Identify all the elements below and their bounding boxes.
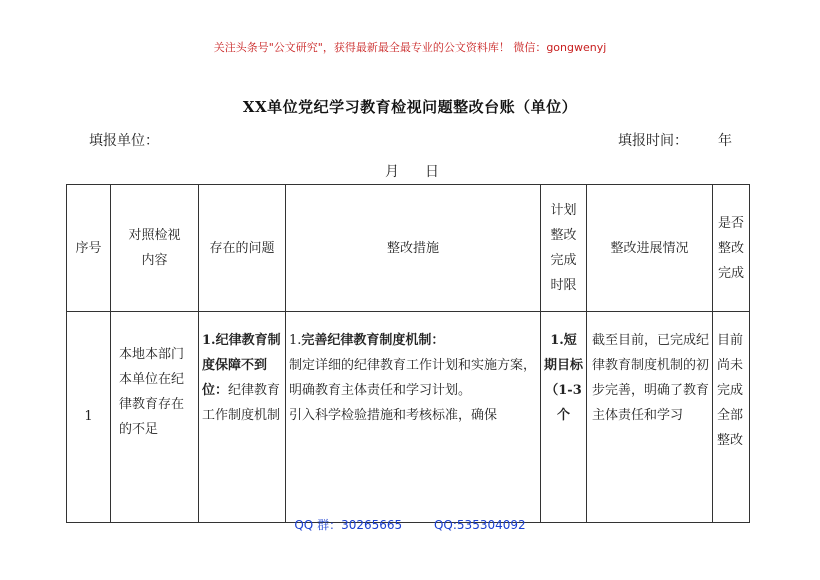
row-problem bbox=[202, 312, 282, 508]
row-completed-cell bbox=[713, 312, 750, 523]
row-seq: 1 bbox=[67, 312, 111, 523]
fill-time-label: 填报时间： bbox=[618, 133, 688, 149]
qq-number: QQ:535304092 bbox=[433, 518, 526, 532]
row-measures-cell bbox=[286, 312, 541, 523]
measure-text-1: 制定详细的纪律教育工作计划和实施方案，明确教育主体责任和学习计划。 bbox=[289, 358, 537, 398]
header-measures: 整改措施 bbox=[286, 185, 541, 312]
row-deadline-cell bbox=[541, 312, 587, 523]
rectification-ledger-table bbox=[66, 184, 750, 523]
document-title: XX单位党纪学习教育检视问题整改台账（单位） bbox=[242, 98, 578, 116]
problem-text: 纪律教育工作制度机制 bbox=[202, 383, 281, 423]
table-row bbox=[67, 312, 750, 523]
header-problem: 存在的问题 bbox=[199, 185, 286, 312]
qq-group: QQ 群：30265665 bbox=[294, 518, 403, 532]
row-check-content: 本地本部门本单位在纪律教育存在的不足 bbox=[119, 347, 185, 437]
table-header-row bbox=[67, 185, 750, 312]
measure-text-2: 引入科学检验措施和考核标准，确保 bbox=[289, 408, 498, 423]
month-label: 月 bbox=[385, 164, 399, 180]
row-check-content-cell bbox=[111, 312, 199, 523]
deadline-bold: 1.短期目标 bbox=[544, 333, 583, 373]
row-progress-cell bbox=[587, 312, 713, 523]
row-progress: 截至目前，已完成纪律教育制度机制的初步完善，明确了教育主体责任和学习 bbox=[592, 333, 709, 423]
day-label: 日 bbox=[425, 164, 439, 180]
measure-bold: 完善纪律教育制度机制： bbox=[301, 333, 445, 348]
measure-num: 1. bbox=[289, 333, 302, 348]
row-deadline bbox=[544, 312, 583, 508]
footer-qq bbox=[0, 516, 820, 533]
row-completed: 目前尚未完成全部整改 bbox=[717, 333, 744, 448]
row-problem-cell bbox=[199, 312, 286, 523]
header-seq: 序号 bbox=[67, 185, 111, 312]
header-check-content: 对照检视内容 bbox=[111, 185, 199, 312]
row-measures bbox=[289, 312, 537, 508]
header-completed: 是否整改完成 bbox=[713, 185, 750, 312]
year-label: 年 bbox=[718, 133, 732, 149]
header-deadline: 计划整改完成时限 bbox=[541, 185, 587, 312]
header-notice: 关注头条号"公文研究"，获得最新最全最专业的公文资料库！ 微信：gongwenyj bbox=[213, 41, 607, 54]
deadline-text: （1-3个 bbox=[545, 383, 582, 423]
fill-unit-label: 填报单位： bbox=[89, 133, 159, 149]
problem-bold: 1.纪律教育制度保障不到位： bbox=[202, 333, 281, 398]
header-progress: 整改进展情况 bbox=[587, 185, 713, 312]
